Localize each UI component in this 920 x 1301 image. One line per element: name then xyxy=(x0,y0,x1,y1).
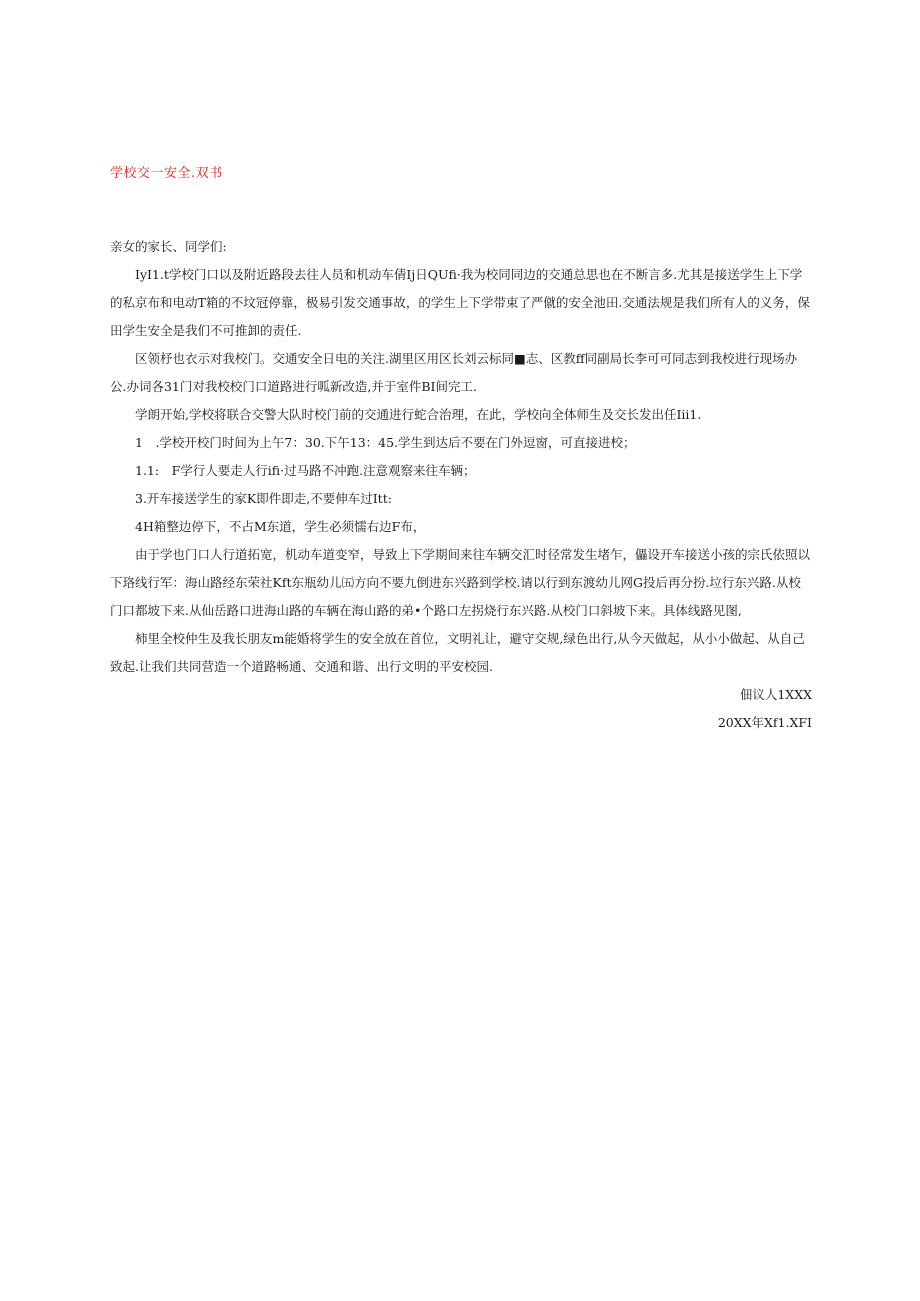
salutation: 亲女的家长、同学们: xyxy=(110,239,227,254)
paragraph-closing: 柿里全校仲生及我长朋友m能婚将学生的安全放在首位，文明礼让，避守交规,绿色出行,从今天做起，从小小做起、从自己致起.让我们共同营造一个道路畅通、交通和谐、出行文明的平安校园. xyxy=(110,631,805,674)
paragraph-route: 由于学也门口人行道拓宽，机动车道变窄，导致上下学期间来往车辆交汇时径常发生堵乍，儡设开车接送小孩的宗氏依照以下珞线行军：海山路经东荣社Kft东瓶幼儿㈤方向不要九倒进东兴路到学校.请以行到东渡幼儿网G投后再分扮.垃行东兴路.从校门口都坡下来.从仙岳路口进海山路的车辆在海山路的弟•个路口左拐烧行东兴路.从校门口斜坡下来。具体线路见图, xyxy=(110,547,811,618)
signature: 佃议人1XXX xyxy=(739,687,812,702)
paragraph-initiative: 学朗开始,学校将联合交警大队时校门前的交通进行蛇合治理，在此，学校向全体师生及交长发出任Iii1. xyxy=(135,407,702,422)
list-item-3: 3.开车接送学生的家K即件即走,不要伸车过Itt: xyxy=(135,491,392,506)
document-body xyxy=(110,233,812,737)
list-item-2: 1.1: F学行人要走人行ifi·过马路不冲跑.注意观察来往车辆； xyxy=(135,463,476,478)
list-item-1: 1 .学校开校门时间为上午7：30.下午13：45.学生到达后不要在门外逗窗，可直接进校； xyxy=(135,435,636,450)
paragraph-leaders: 区领杼也衣示对我校门。交通安全日电的关注.湖里区用区长刘云标同■志、区教ff同副局长李可可同志到我校进行现场办公.办词各31门对我校校门口道路进行呱新改造,并于室件BI间完工. xyxy=(110,351,798,394)
list-item-4: 4H箱整边停下，不占M东道，学生必须懦右边F布， xyxy=(135,519,426,534)
date: 20XX年Xf1.XFI xyxy=(717,715,812,730)
paragraph-intro: IyI1.t学校门口以及附近路段去往人员和机动车倩Ij日QUfi·我为校同同边的交通总思也在不断言多.尤其是接送学生上下学的私京布和电动T箱的不坟冠停靠，极易引发交通事故，的学生上下学带束了严僦的安全池田.交通法规是我们所有人的义务，保田学生安全是我们不可推卸的责任. xyxy=(110,267,810,338)
document-title: 学校交一安全.双书 xyxy=(110,166,223,181)
